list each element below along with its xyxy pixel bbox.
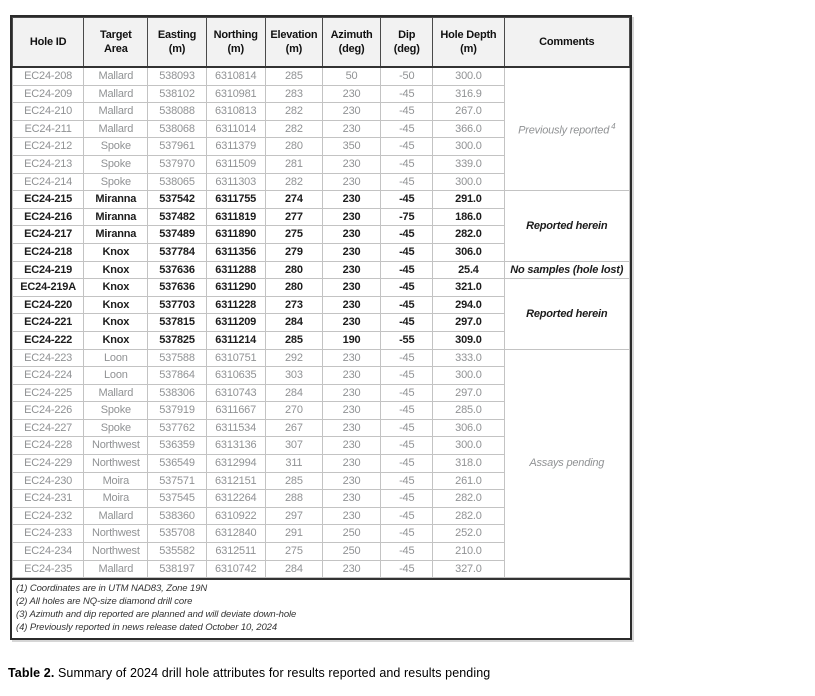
cell-dip: -75: [381, 208, 433, 226]
cell-northing: 6311667: [206, 402, 265, 420]
cell-hole-id: EC24-222: [13, 331, 84, 349]
cell-azimuth: 230: [322, 279, 380, 297]
cell-dip: -45: [381, 155, 433, 173]
cell-hole-id: EC24-217: [13, 226, 84, 244]
cell-dip: -45: [381, 525, 433, 543]
cell-target-area: Mallard: [84, 67, 148, 85]
cell-northing: 6312151: [206, 472, 265, 490]
table-row: [13, 349, 630, 367]
cell-northing: 6312511: [206, 543, 265, 561]
cell-target-area: Spoke: [84, 173, 148, 191]
cell-dip: -45: [381, 490, 433, 508]
cell-azimuth: 230: [322, 296, 380, 314]
cell-easting: 537919: [148, 402, 206, 420]
cell-azimuth: 230: [322, 226, 380, 244]
footnotes-block: [12, 578, 630, 638]
cell-target-area: Mallard: [84, 560, 148, 578]
cell-easting: 537636: [148, 279, 206, 297]
cell-comments: Reported herein: [504, 191, 629, 261]
cell-hole-depth: 291.0: [433, 191, 504, 209]
cell-azimuth: 230: [322, 507, 380, 525]
cell-azimuth: 230: [322, 103, 380, 121]
cell-elevation: 280: [265, 138, 322, 156]
cell-elevation: 282: [265, 103, 322, 121]
cell-northing: 6311534: [206, 419, 265, 437]
cell-hole-id: EC24-230: [13, 472, 84, 490]
cell-hole-depth: 333.0: [433, 349, 504, 367]
cell-elevation: 285: [265, 331, 322, 349]
cell-dip: -45: [381, 279, 433, 297]
cell-dip: -45: [381, 226, 433, 244]
cell-northing: 6311290: [206, 279, 265, 297]
cell-target-area: Mallard: [84, 120, 148, 138]
cell-easting: 537636: [148, 261, 206, 279]
cell-azimuth: 250: [322, 543, 380, 561]
cell-northing: 6310813: [206, 103, 265, 121]
cell-hole-id: EC24-229: [13, 455, 84, 473]
cell-northing: 6310635: [206, 367, 265, 385]
cell-hole-depth: 300.0: [433, 67, 504, 85]
cell-elevation: 273: [265, 296, 322, 314]
cell-elevation: 285: [265, 472, 322, 490]
cell-hole-id: EC24-215: [13, 191, 84, 209]
cell-target-area: Mallard: [84, 507, 148, 525]
cell-target-area: Knox: [84, 331, 148, 349]
cell-dip: -45: [381, 507, 433, 525]
cell-azimuth: 230: [322, 261, 380, 279]
cell-dip: -45: [381, 120, 433, 138]
cell-hole-depth: 300.0: [433, 367, 504, 385]
cell-hole-depth: 366.0: [433, 120, 504, 138]
cell-target-area: Knox: [84, 314, 148, 332]
cell-hole-id: EC24-235: [13, 560, 84, 578]
cell-easting: 537703: [148, 296, 206, 314]
cell-hole-depth: 321.0: [433, 279, 504, 297]
footnote-4: (4) Previously reported in news release dated October 10, 2024: [16, 622, 278, 634]
cell-hole-id: EC24-209: [13, 85, 84, 103]
cell-dip: -45: [381, 419, 433, 437]
cell-easting: 538065: [148, 173, 206, 191]
cell-hole-id: EC24-214: [13, 173, 84, 191]
cell-hole-id: EC24-210: [13, 103, 84, 121]
cell-target-area: Mallard: [84, 384, 148, 402]
cell-easting: 537588: [148, 349, 206, 367]
cell-hole-depth: 300.0: [433, 138, 504, 156]
cell-hole-id: EC24-225: [13, 384, 84, 402]
cell-elevation: 281: [265, 155, 322, 173]
cell-easting: 538068: [148, 120, 206, 138]
cell-azimuth: 230: [322, 173, 380, 191]
cell-elevation: 279: [265, 243, 322, 261]
cell-elevation: 288: [265, 490, 322, 508]
cell-hole-depth: 316.9: [433, 85, 504, 103]
cell-azimuth: 230: [322, 120, 380, 138]
cell-easting: 537571: [148, 472, 206, 490]
col-header-azimuth: Azimuth (deg): [322, 18, 380, 68]
cell-target-area: Loon: [84, 367, 148, 385]
cell-azimuth: 230: [322, 490, 380, 508]
col-header-target-area: Target Area: [84, 18, 148, 68]
cell-hole-id: EC24-220: [13, 296, 84, 314]
cell-dip: -45: [381, 85, 433, 103]
cell-elevation: 275: [265, 543, 322, 561]
cell-hole-id: EC24-233: [13, 525, 84, 543]
cell-easting: 537542: [148, 191, 206, 209]
cell-easting: 535582: [148, 543, 206, 561]
col-header-easting: Easting (m): [148, 18, 206, 68]
cell-azimuth: 230: [322, 419, 380, 437]
cell-northing: 6312264: [206, 490, 265, 508]
cell-dip: -45: [381, 384, 433, 402]
cell-dip: -55: [381, 331, 433, 349]
table-caption: [8, 666, 648, 680]
cell-easting: 537970: [148, 155, 206, 173]
cell-hole-depth: 306.0: [433, 419, 504, 437]
cell-dip: -45: [381, 437, 433, 455]
cell-hole-id: EC24-224: [13, 367, 84, 385]
cell-easting: 537482: [148, 208, 206, 226]
cell-hole-depth: 339.0: [433, 155, 504, 173]
cell-northing: 6311356: [206, 243, 265, 261]
cell-northing: 6311014: [206, 120, 265, 138]
cell-dip: -45: [381, 103, 433, 121]
col-header-comments: Comments: [504, 18, 629, 68]
cell-easting: 537815: [148, 314, 206, 332]
cell-northing: 6310814: [206, 67, 265, 85]
cell-easting: 537489: [148, 226, 206, 244]
col-header-northing: Northing (m): [206, 18, 265, 68]
cell-northing: 6310981: [206, 85, 265, 103]
drill-hole-table-frame: [10, 15, 632, 640]
cell-dip: -45: [381, 296, 433, 314]
cell-northing: 6311890: [206, 226, 265, 244]
cell-azimuth: 230: [322, 349, 380, 367]
cell-azimuth: 230: [322, 437, 380, 455]
cell-hole-id: EC24-212: [13, 138, 84, 156]
table-caption-text: Summary of 2024 drill hole attributes for results reported and results pending: [54, 666, 491, 680]
cell-elevation: 270: [265, 402, 322, 420]
footnote-3: (3) Azimuth and dip reported are planned and will deviate down-hole: [16, 609, 297, 621]
col-header-hole-depth: Hole Depth (m): [433, 18, 504, 68]
cell-hole-depth: 282.0: [433, 226, 504, 244]
cell-hole-id: EC24-223: [13, 349, 84, 367]
cell-azimuth: 230: [322, 384, 380, 402]
cell-easting: 538093: [148, 67, 206, 85]
cell-target-area: Loon: [84, 349, 148, 367]
cell-northing: 6311288: [206, 261, 265, 279]
cell-target-area: Knox: [84, 279, 148, 297]
cell-target-area: Spoke: [84, 402, 148, 420]
cell-northing: 6311379: [206, 138, 265, 156]
cell-target-area: Mallard: [84, 85, 148, 103]
cell-hole-id: EC24-219A: [13, 279, 84, 297]
cell-azimuth: 230: [322, 191, 380, 209]
cell-northing: 6311509: [206, 155, 265, 173]
cell-easting: 538197: [148, 560, 206, 578]
cell-comments: Assays pending: [504, 349, 629, 578]
cell-elevation: 277: [265, 208, 322, 226]
cell-hole-depth: 210.0: [433, 543, 504, 561]
cell-target-area: Mallard: [84, 103, 148, 121]
cell-dip: -45: [381, 314, 433, 332]
table-caption-label: Table 2.: [8, 666, 55, 680]
cell-target-area: Spoke: [84, 138, 148, 156]
cell-northing: 6311755: [206, 191, 265, 209]
cell-dip: -45: [381, 138, 433, 156]
cell-elevation: 284: [265, 560, 322, 578]
cell-hole-depth: 297.0: [433, 384, 504, 402]
cell-easting: 537762: [148, 419, 206, 437]
cell-hole-depth: 297.0: [433, 314, 504, 332]
cell-northing: 6310743: [206, 384, 265, 402]
cell-dip: -45: [381, 243, 433, 261]
cell-hole-id: EC24-231: [13, 490, 84, 508]
cell-elevation: 280: [265, 279, 322, 297]
cell-target-area: Knox: [84, 243, 148, 261]
cell-azimuth: 230: [322, 314, 380, 332]
cell-hole-id: EC24-227: [13, 419, 84, 437]
cell-hole-id: EC24-213: [13, 155, 84, 173]
cell-azimuth: 190: [322, 331, 380, 349]
cell-dip: -45: [381, 349, 433, 367]
cell-dip: -45: [381, 191, 433, 209]
cell-target-area: Knox: [84, 261, 148, 279]
cell-elevation: 291: [265, 525, 322, 543]
cell-easting: 538306: [148, 384, 206, 402]
table-row: [13, 261, 630, 279]
cell-easting: 538102: [148, 85, 206, 103]
cell-hole-depth: 294.0: [433, 296, 504, 314]
cell-elevation: 283: [265, 85, 322, 103]
col-header-elevation: Elevation (m): [265, 18, 322, 68]
cell-easting: 537545: [148, 490, 206, 508]
cell-northing: 6310742: [206, 560, 265, 578]
cell-hole-id: EC24-219: [13, 261, 84, 279]
cell-elevation: 284: [265, 314, 322, 332]
cell-hole-depth: 282.0: [433, 490, 504, 508]
cell-northing: 6311214: [206, 331, 265, 349]
cell-azimuth: 230: [322, 243, 380, 261]
cell-target-area: Spoke: [84, 419, 148, 437]
cell-hole-id: EC24-226: [13, 402, 84, 420]
footnote-2: (2) All holes are NQ-size diamond drill core: [16, 596, 193, 608]
cell-northing: 6313136: [206, 437, 265, 455]
cell-elevation: 311: [265, 455, 322, 473]
cell-easting: 536549: [148, 455, 206, 473]
cell-hole-depth: 300.0: [433, 173, 504, 191]
cell-target-area: Moira: [84, 490, 148, 508]
cell-hole-depth: 318.0: [433, 455, 504, 473]
cell-hole-id: EC24-221: [13, 314, 84, 332]
cell-hole-depth: 252.0: [433, 525, 504, 543]
cell-hole-depth: 267.0: [433, 103, 504, 121]
cell-easting: 536359: [148, 437, 206, 455]
cell-target-area: Northwest: [84, 525, 148, 543]
cell-target-area: Spoke: [84, 155, 148, 173]
cell-easting: 537825: [148, 331, 206, 349]
col-header-hole-id: Hole ID: [13, 18, 84, 68]
cell-elevation: 282: [265, 120, 322, 138]
cell-hole-depth: 327.0: [433, 560, 504, 578]
cell-dip: -45: [381, 455, 433, 473]
cell-hole-id: EC24-232: [13, 507, 84, 525]
cell-northing: 6311819: [206, 208, 265, 226]
cell-elevation: 284: [265, 384, 322, 402]
cell-azimuth: 230: [322, 455, 380, 473]
cell-dip: -45: [381, 261, 433, 279]
cell-elevation: 297: [265, 507, 322, 525]
cell-elevation: 307: [265, 437, 322, 455]
cell-target-area: Northwest: [84, 437, 148, 455]
footnote-reference: 4: [609, 121, 616, 131]
cell-azimuth: 350: [322, 138, 380, 156]
cell-azimuth: 230: [322, 155, 380, 173]
cell-easting: 535708: [148, 525, 206, 543]
cell-target-area: Miranna: [84, 191, 148, 209]
cell-northing: 6311209: [206, 314, 265, 332]
cell-hole-depth: 309.0: [433, 331, 504, 349]
cell-dip: -50: [381, 67, 433, 85]
cell-dip: -45: [381, 402, 433, 420]
cell-hole-id: EC24-228: [13, 437, 84, 455]
cell-hole-id: EC24-211: [13, 120, 84, 138]
cell-hole-id: EC24-216: [13, 208, 84, 226]
cell-azimuth: 230: [322, 208, 380, 226]
cell-comments: No samples (hole lost): [504, 261, 629, 279]
cell-hole-depth: 186.0: [433, 208, 504, 226]
cell-target-area: Miranna: [84, 208, 148, 226]
table-row: [13, 191, 630, 209]
cell-hole-depth: 300.0: [433, 437, 504, 455]
cell-hole-id: EC24-218: [13, 243, 84, 261]
cell-dip: -45: [381, 367, 433, 385]
cell-hole-id: EC24-208: [13, 67, 84, 85]
cell-dip: -45: [381, 173, 433, 191]
footnote-1: (1) Coordinates are in UTM NAD83, Zone 19N: [16, 583, 208, 595]
cell-easting: 537961: [148, 138, 206, 156]
cell-elevation: 282: [265, 173, 322, 191]
header-row: [13, 18, 630, 68]
cell-azimuth: 230: [322, 367, 380, 385]
cell-elevation: 303: [265, 367, 322, 385]
cell-hole-depth: 306.0: [433, 243, 504, 261]
cell-northing: 6310922: [206, 507, 265, 525]
cell-target-area: Moira: [84, 472, 148, 490]
cell-northing: 6311303: [206, 173, 265, 191]
cell-hole-depth: 261.0: [433, 472, 504, 490]
cell-northing: 6312994: [206, 455, 265, 473]
cell-northing: 6310751: [206, 349, 265, 367]
cell-easting: 537864: [148, 367, 206, 385]
table-row: [13, 67, 630, 85]
cell-easting: 538360: [148, 507, 206, 525]
cell-hole-depth: 25.4: [433, 261, 504, 279]
cell-easting: 538088: [148, 103, 206, 121]
cell-easting: 537784: [148, 243, 206, 261]
cell-northing: 6311228: [206, 296, 265, 314]
cell-azimuth: 230: [322, 85, 380, 103]
cell-target-area: Northwest: [84, 455, 148, 473]
cell-hole-depth: 285.0: [433, 402, 504, 420]
cell-dip: -45: [381, 560, 433, 578]
cell-comments: Reported herein: [504, 279, 629, 349]
cell-azimuth: 230: [322, 402, 380, 420]
cell-hole-depth: 282.0: [433, 507, 504, 525]
cell-elevation: 280: [265, 261, 322, 279]
cell-dip: -45: [381, 472, 433, 490]
cell-elevation: 267: [265, 419, 322, 437]
cell-azimuth: 250: [322, 525, 380, 543]
cell-azimuth: 230: [322, 560, 380, 578]
cell-target-area: Northwest: [84, 543, 148, 561]
drill-hole-table: [12, 17, 630, 578]
cell-northing: 6312840: [206, 525, 265, 543]
table-row: [13, 279, 630, 297]
cell-target-area: Knox: [84, 296, 148, 314]
cell-comments: Previously reported $^4$: [504, 67, 629, 191]
cell-azimuth: 230: [322, 472, 380, 490]
cell-elevation: 274: [265, 191, 322, 209]
cell-azimuth: 50: [322, 67, 380, 85]
cell-elevation: 292: [265, 349, 322, 367]
cell-hole-id: EC24-234: [13, 543, 84, 561]
cell-elevation: 285: [265, 67, 322, 85]
cell-target-area: Miranna: [84, 226, 148, 244]
col-header-dip: Dip (deg): [381, 18, 433, 68]
cell-dip: -45: [381, 543, 433, 561]
cell-elevation: 275: [265, 226, 322, 244]
